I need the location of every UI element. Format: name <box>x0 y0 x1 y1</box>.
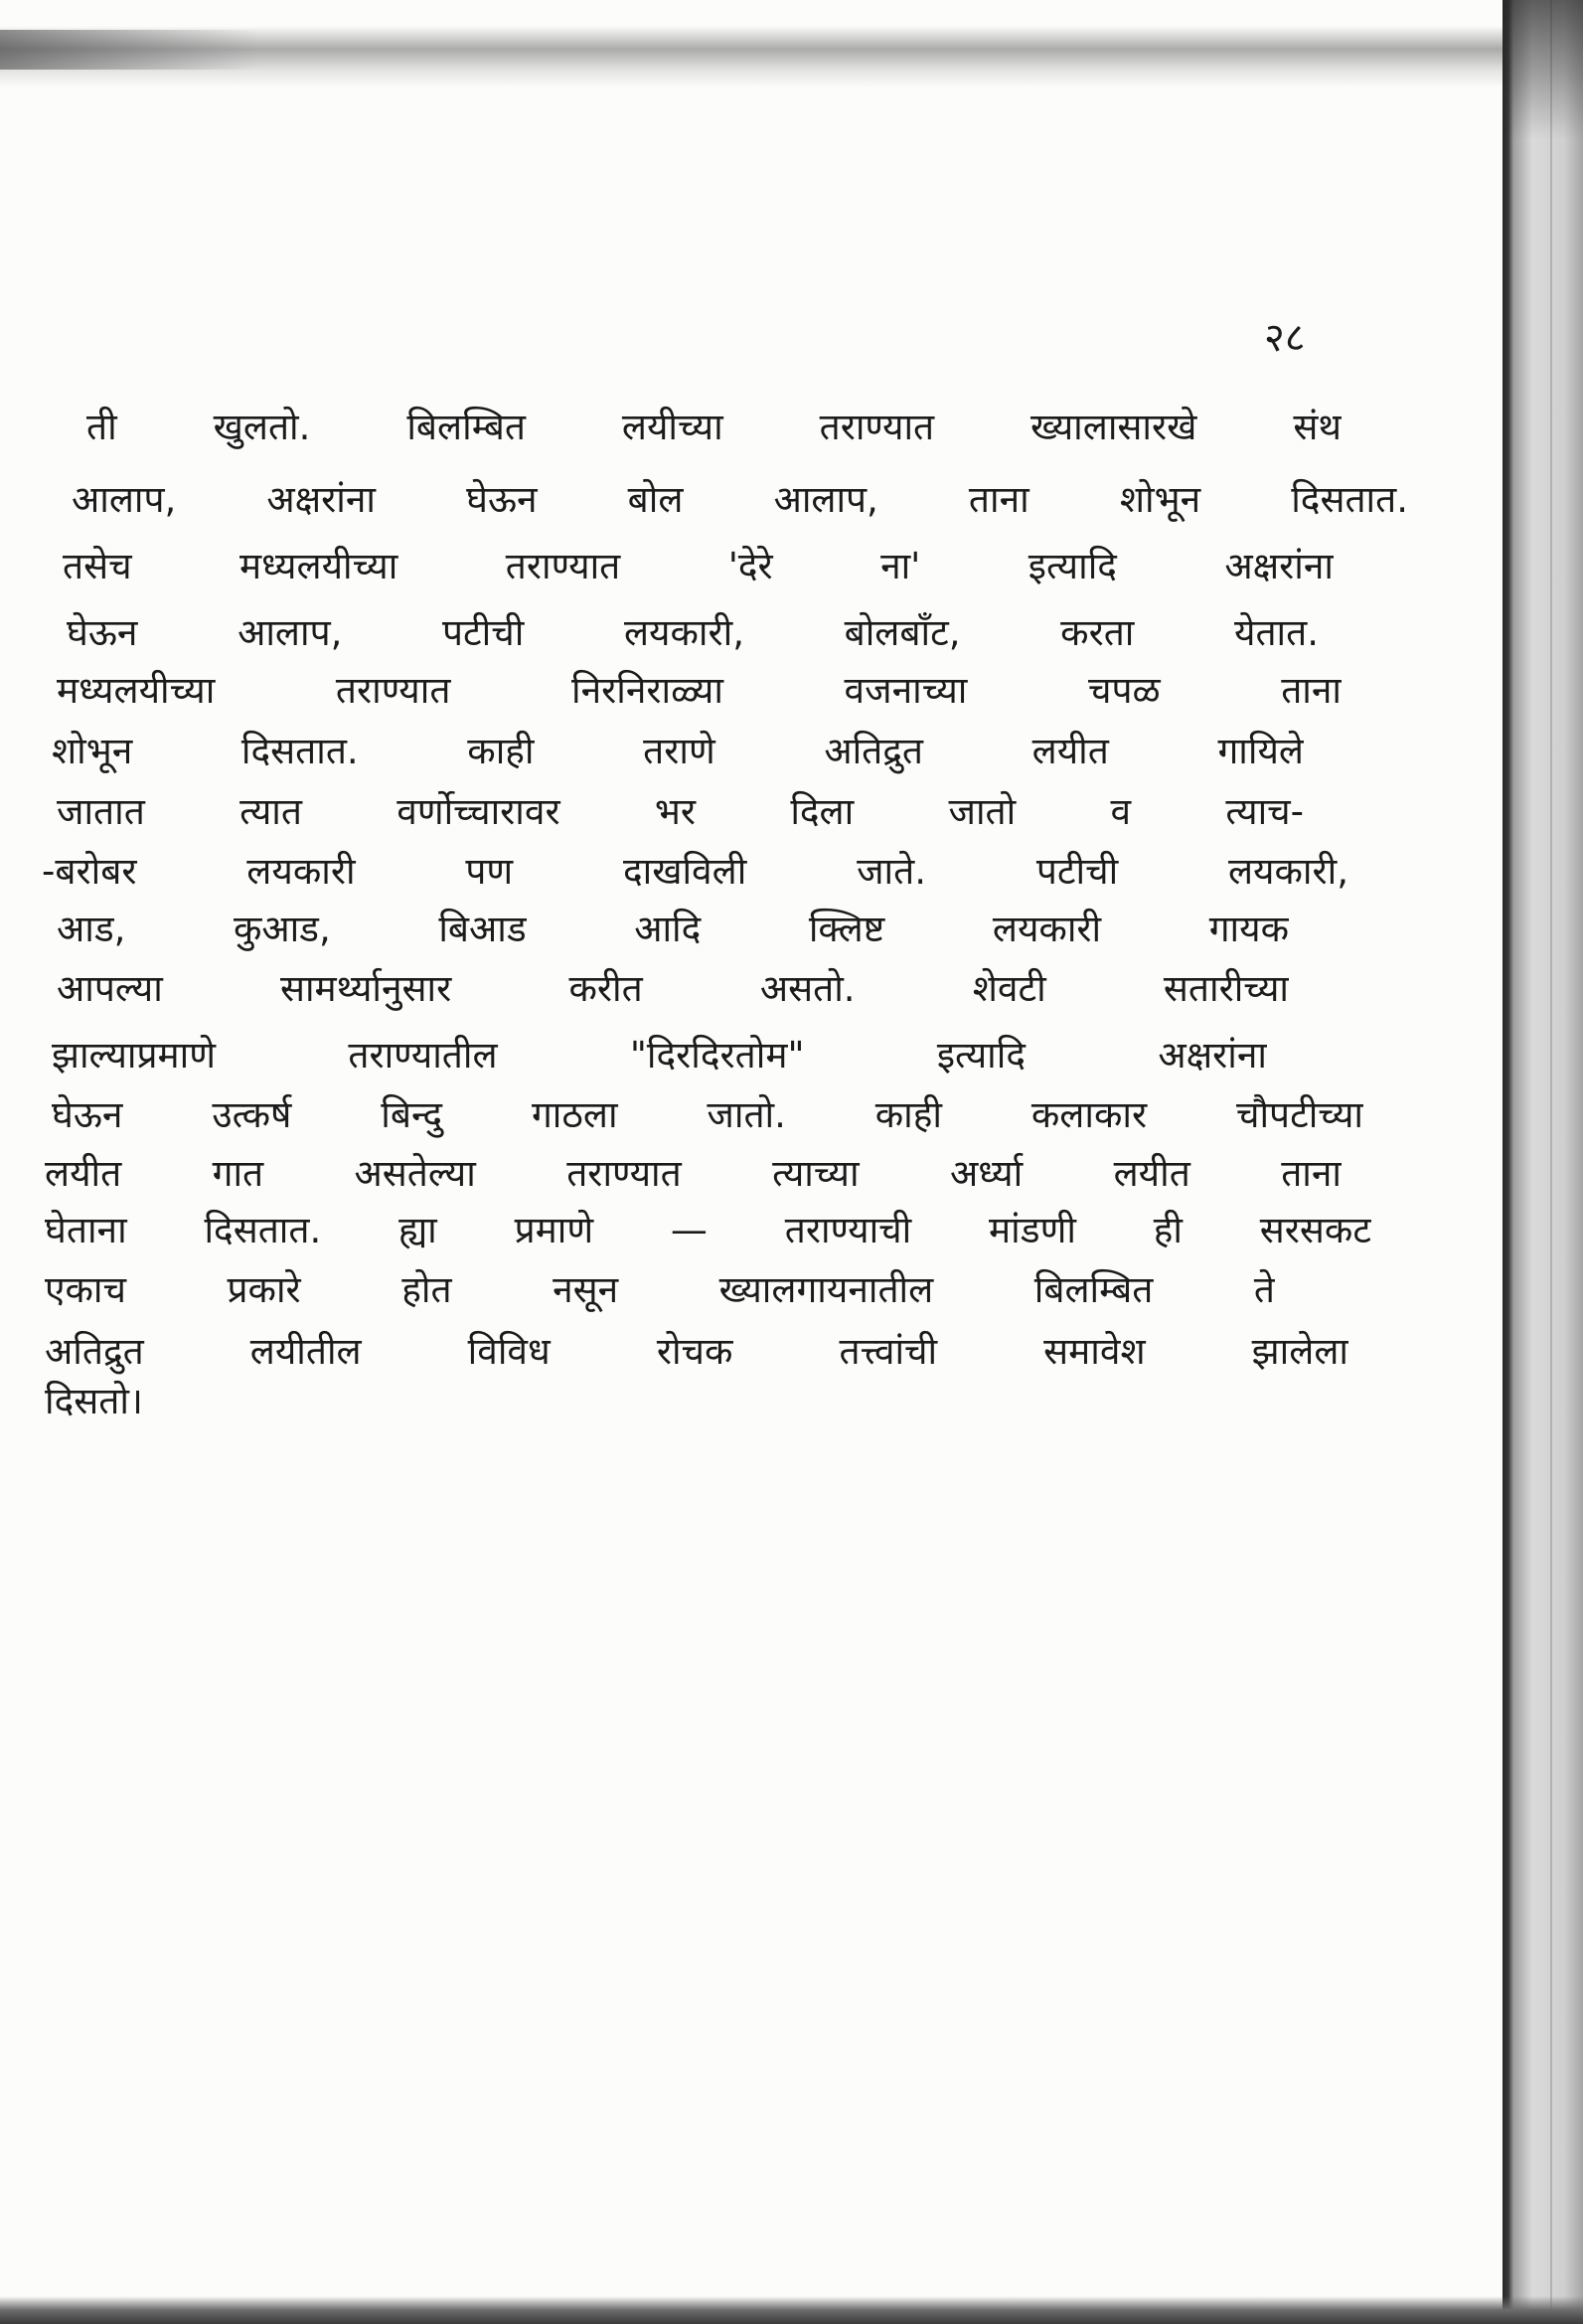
text-line-9: आड, कुआड, बिआड आदि क्लिष्ट लयकारी गायक <box>57 908 1289 950</box>
text-line-14: घेताना दिसतात. ह्या प्रमाणे — तराण्याची मांडणी ही सरसकट <box>45 1209 1371 1251</box>
text-line-10: आपल्या सामर्थ्यानुसार करीत असतो. शेवटी सतारीच्या <box>57 967 1289 1010</box>
text-line-13: लयीत गात असतेल्या तराण्यात त्याच्या अर्ध्या लयीत ताना <box>45 1152 1342 1195</box>
scan-shadow-top-left <box>0 30 258 70</box>
text-line-17: दिसतो। <box>45 1380 143 1422</box>
text-line-12: घेऊन उत्कर्ष बिन्दु गाठला जातो. काही कलाकार चौपटीच्या <box>52 1093 1363 1136</box>
scan-edge-right <box>1503 0 1583 2324</box>
text-line-3: तसेच मध्यलयीच्या तराण्यात 'देरे ना' इत्यादि अक्षरांना <box>63 545 1334 587</box>
scan-edge-right-line <box>1550 0 1552 2324</box>
text-line-8: -बरोबर लयकारी पण दाखविली जाते. पटीची लयकारी, <box>42 850 1348 893</box>
scan-edge-right-top <box>1503 0 1583 139</box>
text-line-5: मध्यलयीच्या तराण्यात निरनिराळ्या वजनाच्या चपळ ताना <box>57 669 1342 712</box>
text-line-4: घेऊन आलाप, पटीची लयकारी, बोलबाँट, करता येतात. <box>67 611 1319 654</box>
text-line-11: झाल्याप्रमाणे तराण्यातील "दिरदिरतोम" इत्यादि अक्षरांना <box>52 1034 1267 1077</box>
text-line-2: आलाप, अक्षरांना घेऊन बोल आलाप, ताना शोभून दिसतात. <box>72 478 1408 521</box>
text-line-7: जातात त्यात वर्णोच्चारावर भर दिला जातो व त्याच- <box>57 790 1304 833</box>
text-line-6: शोभून दिसतात. काही तराणे अतिद्रुत लयीत गायिले <box>52 730 1304 772</box>
scan-edge-bottom <box>0 2296 1583 2324</box>
text-line-1: ती खुलतो. बिलम्बित लयीच्या तराण्यात ख्यालासारखे संथ <box>86 406 1342 448</box>
text-line-16: अतिद्रुत लयीतील विविध रोचक तत्त्वांची समावेश झालेला <box>45 1330 1348 1373</box>
text-line-15: एकाच प्रकारे होत नसून ख्यालगायनातील बिलम्बित ते <box>45 1268 1275 1311</box>
page-number: २८ <box>1264 315 1306 361</box>
